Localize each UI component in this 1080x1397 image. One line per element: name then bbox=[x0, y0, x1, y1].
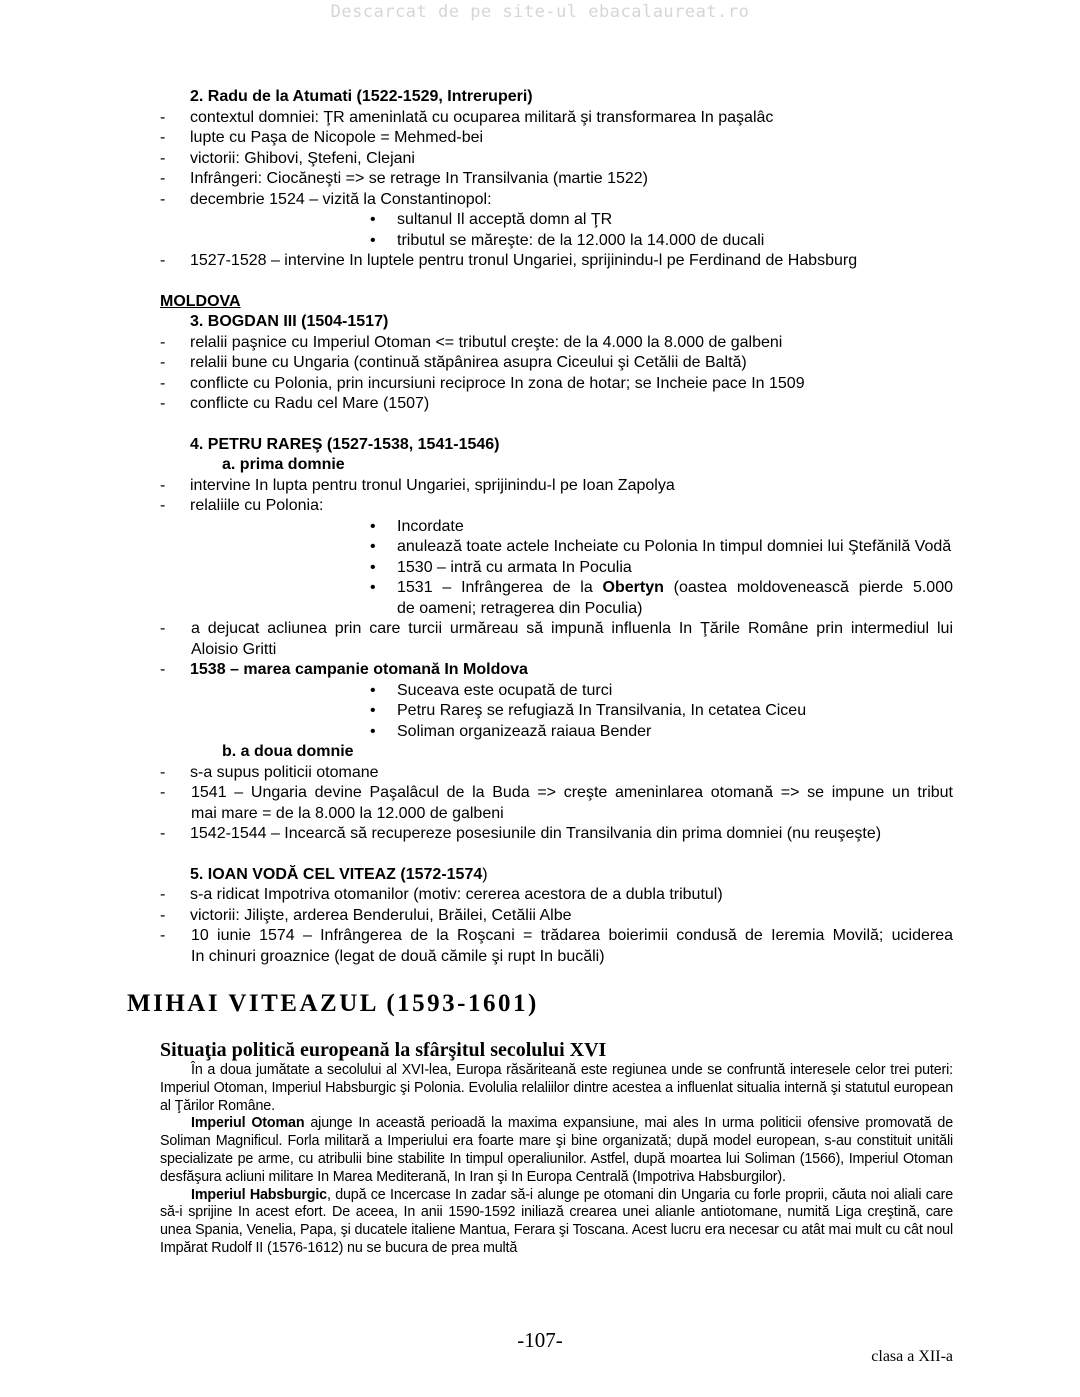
item-text bbox=[190, 660, 528, 681]
dash-icon: - bbox=[160, 149, 166, 167]
text-run: intervine In lupta pentru tronul Ungariei, sprijinindu-l pe Ioan Zapolya bbox=[190, 476, 675, 494]
text-run: 4. PETRU RAREŞ (1527-1538, 1541-1546) bbox=[190, 435, 500, 453]
text-run: Suceava este ocupată de turci bbox=[397, 681, 613, 699]
list-item bbox=[0, 251, 1080, 272]
item-text bbox=[190, 824, 881, 845]
item-text bbox=[190, 394, 429, 415]
item-text bbox=[190, 906, 572, 927]
section-heading bbox=[0, 312, 1080, 333]
item-text bbox=[397, 722, 651, 743]
text-run: Imperiul Habsburgic bbox=[191, 1186, 327, 1203]
item-text bbox=[191, 783, 953, 804]
item-text bbox=[190, 374, 805, 395]
text-run: In chinuri groaznice (legat de două cămile şi rupt In bucăli) bbox=[191, 947, 605, 965]
text-run: Imperiul Otoman bbox=[191, 1115, 305, 1132]
section-title: Situaţia politică europeană la sfârşitul secolului XVI bbox=[160, 1039, 607, 1061]
region-heading bbox=[0, 292, 1080, 313]
list-item bbox=[0, 783, 1080, 804]
list-item bbox=[0, 885, 1080, 906]
text-run: a dejucat acliunea prin care turcii urmăreau să impună influenla In Ţările Române prin intermediul lui bbox=[191, 620, 953, 637]
text-run: , după ce Incercase In zadar să-i alunge pe otomani din Ungaria cu forle proprii, căuta noi aliali care să-i sprijine In acest efort. De aceea, In anii 1590-1592 iniliază crearea unei alianle antiotomane, numită Liga creştină, care unea Spania, Venelia, Papa, şi ducatele italiene Mantua, Ferara şi Toscana. Acest lucru era necesar cu atât mai mult cu cât noul Impărat Rudolf II (1576-1612) nu se bucura de prea multă bbox=[160, 1186, 953, 1256]
list-item bbox=[0, 231, 1080, 252]
text-run: 10 iunie 1574 – Infrângerea de la Roşcani = trădarea boierimii condusă de Ieremia Movilă; uciderea bbox=[191, 927, 953, 944]
list-item bbox=[0, 763, 1080, 784]
list-item bbox=[0, 578, 1080, 599]
item-text bbox=[397, 537, 951, 558]
dash-icon: - bbox=[160, 927, 166, 944]
item-text bbox=[190, 108, 773, 129]
dash-icon: - bbox=[160, 333, 166, 351]
list-item bbox=[0, 824, 1080, 845]
text-run: a. prima domnie bbox=[222, 456, 345, 473]
item-text bbox=[190, 128, 483, 149]
item-text bbox=[397, 517, 464, 538]
list-item bbox=[0, 128, 1080, 149]
bullet-icon: • bbox=[370, 517, 376, 535]
dash-icon: - bbox=[160, 108, 166, 126]
list-item bbox=[0, 108, 1080, 129]
item-text bbox=[190, 763, 379, 784]
text-run: 1541 – Ungaria devine Paşalâcul de la Buda => creşte ameninlarea otomană => se impune un tribut bbox=[191, 784, 953, 801]
text-run: 3. BOGDAN III (1504-1517) bbox=[190, 313, 389, 330]
paragraph bbox=[160, 1187, 953, 1258]
list-item bbox=[0, 906, 1080, 927]
subsection-heading bbox=[0, 455, 1080, 476]
text-run: În a doua jumătate a secolului al XVI-lea, Europa răsăriteană este regiunea unde se confruntă interesele celor trei puteri: Imperiul Otoman, Imperiul Habsburgic şi Polonia. Evolulia relaliilor dintre acestea a influenlat situalia internă şi statutul european al Ţărilor Române. bbox=[160, 1062, 953, 1114]
dash-icon: - bbox=[160, 395, 166, 412]
list-item bbox=[0, 926, 1080, 947]
text-run: Infrângeri: Ciocăneşti => se retrage In Transilvania (martie 1522) bbox=[190, 170, 649, 187]
section-heading bbox=[0, 87, 1080, 108]
list-item bbox=[0, 169, 1080, 190]
text-run: ajunge In această perioadă la maxima expansiune, mai ales In urma politicii ofensive promovată de Soliman Magnificul. Forla militară a Imperiului era foarte mare şi bine organizată; după model european, s-au constituit unităli specializate pe arme, cu atribulii bine stabilite In timpul operaliunilor. Astfel, după moartea lui Soliman (1566), Imperiul Otoman desfăşura acliuni militare In Marea Mediterană, In Iran şi In Europa Centrală (Impotriva Habsburgilor). bbox=[160, 1115, 954, 1185]
item-text bbox=[190, 190, 492, 211]
list-item bbox=[0, 149, 1080, 170]
watermark: Descarcat de pe site-ul ebacalaureat.ro bbox=[330, 2, 750, 22]
item-text bbox=[190, 312, 388, 333]
text-run: contextul domniei: ŢR ameninlată cu ocuparea militară şi transformarea In paşalâc bbox=[190, 108, 774, 126]
list-item bbox=[0, 374, 1080, 395]
text-run: Aloisio Gritti bbox=[191, 640, 277, 658]
bullet-icon: • bbox=[370, 211, 376, 228]
text-run: 5. IOAN VODĂ CEL VITEAZ (1572-1574 bbox=[190, 865, 483, 883]
text-run: Soliman organizează raiaua Bender bbox=[397, 722, 652, 740]
item-text bbox=[397, 599, 642, 620]
list-item bbox=[0, 681, 1080, 702]
item-text bbox=[397, 210, 612, 231]
list-item bbox=[0, 353, 1080, 374]
item-text bbox=[222, 742, 354, 763]
list-item bbox=[0, 537, 1080, 558]
text-run: de oameni; retragerea din Poculia) bbox=[397, 599, 643, 617]
list-item bbox=[0, 476, 1080, 497]
item-text bbox=[190, 496, 323, 517]
text-run: decembrie 1524 – vizită la Constantinopol: bbox=[190, 190, 492, 208]
text-run: relaliile cu Polonia: bbox=[190, 497, 324, 514]
dash-icon: - bbox=[160, 886, 166, 903]
dash-icon: - bbox=[160, 374, 166, 392]
list-item bbox=[0, 804, 1080, 825]
list-item bbox=[0, 947, 1080, 968]
item-text bbox=[160, 292, 241, 313]
item-text bbox=[191, 804, 504, 825]
text-run: s-a supus politicii otomane bbox=[190, 763, 379, 781]
item-text bbox=[191, 926, 953, 947]
dash-icon: - bbox=[160, 252, 166, 269]
text-run: MOLDOVA bbox=[160, 292, 241, 310]
text-run: lupte cu Paşa de Nicopole = Mehmed-bei bbox=[190, 129, 484, 146]
list-item bbox=[0, 599, 1080, 620]
list-item bbox=[0, 190, 1080, 211]
text-run: s-a ridicat Impotriva otomanilor (motiv: cererea acestora de a dubla tributul) bbox=[190, 886, 723, 903]
dash-icon: - bbox=[160, 129, 166, 146]
bullet-icon: • bbox=[370, 722, 376, 740]
bullet-icon: • bbox=[370, 681, 376, 699]
bullet-icon: • bbox=[370, 558, 376, 576]
list-item bbox=[0, 210, 1080, 231]
text-run: Petru Rareş se refugiază In Transilvania, In cetatea Ciceu bbox=[397, 702, 807, 719]
item-text bbox=[190, 149, 415, 170]
text-run: conflicte cu Radu cel Mare (1507) bbox=[190, 395, 430, 412]
text-run: conflicte cu Polonia, prin incursiuni reciproce In zona de hotar; se Incheie pace In 1509 bbox=[190, 374, 805, 392]
item-text bbox=[191, 619, 953, 640]
subsection-heading bbox=[0, 742, 1080, 763]
text-run: mai mare = de la 8.000 la 12.000 de galbeni bbox=[191, 804, 504, 822]
text-run: ) bbox=[482, 865, 488, 883]
section-heading bbox=[0, 435, 1080, 456]
bullet-icon: • bbox=[370, 538, 376, 555]
item-text bbox=[190, 87, 533, 108]
text-run: relalii bune cu Ungaria (continuă stăpânirea asupra Ciceului şi Cetălii de Baltă) bbox=[190, 354, 747, 371]
item-text bbox=[191, 640, 276, 661]
paragraph bbox=[160, 1062, 953, 1115]
class-label: clasa a XII-a bbox=[871, 1348, 953, 1365]
list-item bbox=[0, 496, 1080, 517]
dash-icon: - bbox=[160, 497, 166, 514]
item-text bbox=[190, 865, 488, 886]
list-item bbox=[0, 558, 1080, 579]
bullet-icon: • bbox=[370, 231, 376, 249]
item-text bbox=[190, 885, 723, 906]
text-run: (oastea moldovenească pierde 5.000 bbox=[663, 579, 954, 596]
text-run: 1538 – marea campanie otomană In Moldova bbox=[190, 661, 528, 678]
dash-icon: - bbox=[160, 476, 166, 494]
item-text bbox=[397, 701, 806, 722]
text-run: 1527-1528 – intervine In luptele pentru tronul Ungariei, sprijinindu-l pe Ferdinand de Habsburg bbox=[190, 252, 858, 269]
item-text bbox=[191, 947, 605, 968]
text-run: b. a doua domnie bbox=[222, 743, 354, 760]
dash-icon: - bbox=[160, 763, 166, 781]
dash-icon: - bbox=[160, 784, 166, 801]
list-item bbox=[0, 660, 1080, 681]
dash-icon: - bbox=[160, 906, 166, 924]
text-run: Incordate bbox=[397, 517, 464, 535]
text-run: sultanul Il acceptă domn al ŢR bbox=[397, 211, 613, 228]
text-run: 2. Radu de la Atumati (1522-1529, Intreruperi) bbox=[190, 88, 533, 105]
list-item bbox=[0, 619, 1080, 640]
spacer bbox=[0, 415, 1080, 435]
item-text bbox=[397, 578, 953, 599]
list-item bbox=[0, 394, 1080, 415]
item-text bbox=[190, 251, 857, 272]
dash-icon: - bbox=[160, 190, 166, 208]
item-text bbox=[397, 231, 764, 252]
chapter-title: MIHAI VITEAZUL (1593-1601) bbox=[127, 990, 539, 1017]
section-heading bbox=[0, 865, 1080, 886]
item-text bbox=[397, 558, 632, 579]
outline-list bbox=[0, 87, 1080, 967]
text-run: anulează toate actele Incheiate cu Polonia In timpul domniei lui Ştefănilă Vodă bbox=[397, 538, 952, 555]
item-text bbox=[190, 333, 782, 354]
spacer bbox=[0, 845, 1080, 865]
text-run: relalii paşnice cu Imperiul Otoman <= tributul creşte: de la 4.000 la 8.000 de galbeni bbox=[190, 333, 783, 351]
dash-icon: - bbox=[160, 354, 166, 371]
list-item bbox=[0, 722, 1080, 743]
spacer bbox=[0, 272, 1080, 292]
bullet-icon: • bbox=[370, 579, 376, 596]
dash-icon: - bbox=[160, 825, 166, 842]
text-run: victorii: Ghibovi, Ştefeni, Clejani bbox=[190, 149, 415, 167]
item-text bbox=[190, 353, 747, 374]
item-text bbox=[190, 476, 675, 497]
text-run: victorii: Jilişte, arderea Benderului, Brăilei, Cetălii Albe bbox=[190, 906, 572, 924]
text-run: Obertyn bbox=[602, 579, 664, 596]
paragraph bbox=[160, 1115, 953, 1186]
item-text bbox=[397, 681, 612, 702]
item-text bbox=[190, 169, 648, 190]
bullet-icon: • bbox=[370, 702, 376, 719]
text-run: tributul se măreşte: de la 12.000 la 14.000 de ducali bbox=[397, 231, 765, 249]
body-paragraphs bbox=[160, 1062, 953, 1258]
list-item bbox=[0, 333, 1080, 354]
text-run: 1531 – Infrângerea de la bbox=[397, 579, 603, 596]
page-number: -107- bbox=[517, 1328, 563, 1352]
dash-icon: - bbox=[160, 661, 166, 678]
list-item bbox=[0, 701, 1080, 722]
item-text bbox=[222, 455, 345, 476]
text-run: 1542-1544 – Incearcă să recupereze posesiunile din Transilvania din prima domniei (nu reuşeşte) bbox=[190, 825, 882, 842]
list-item bbox=[0, 640, 1080, 661]
list-item bbox=[0, 517, 1080, 538]
dash-icon: - bbox=[160, 620, 166, 637]
text-run: 1530 – intră cu armata In Poculia bbox=[397, 558, 632, 576]
dash-icon: - bbox=[160, 170, 166, 187]
item-text bbox=[190, 435, 500, 456]
